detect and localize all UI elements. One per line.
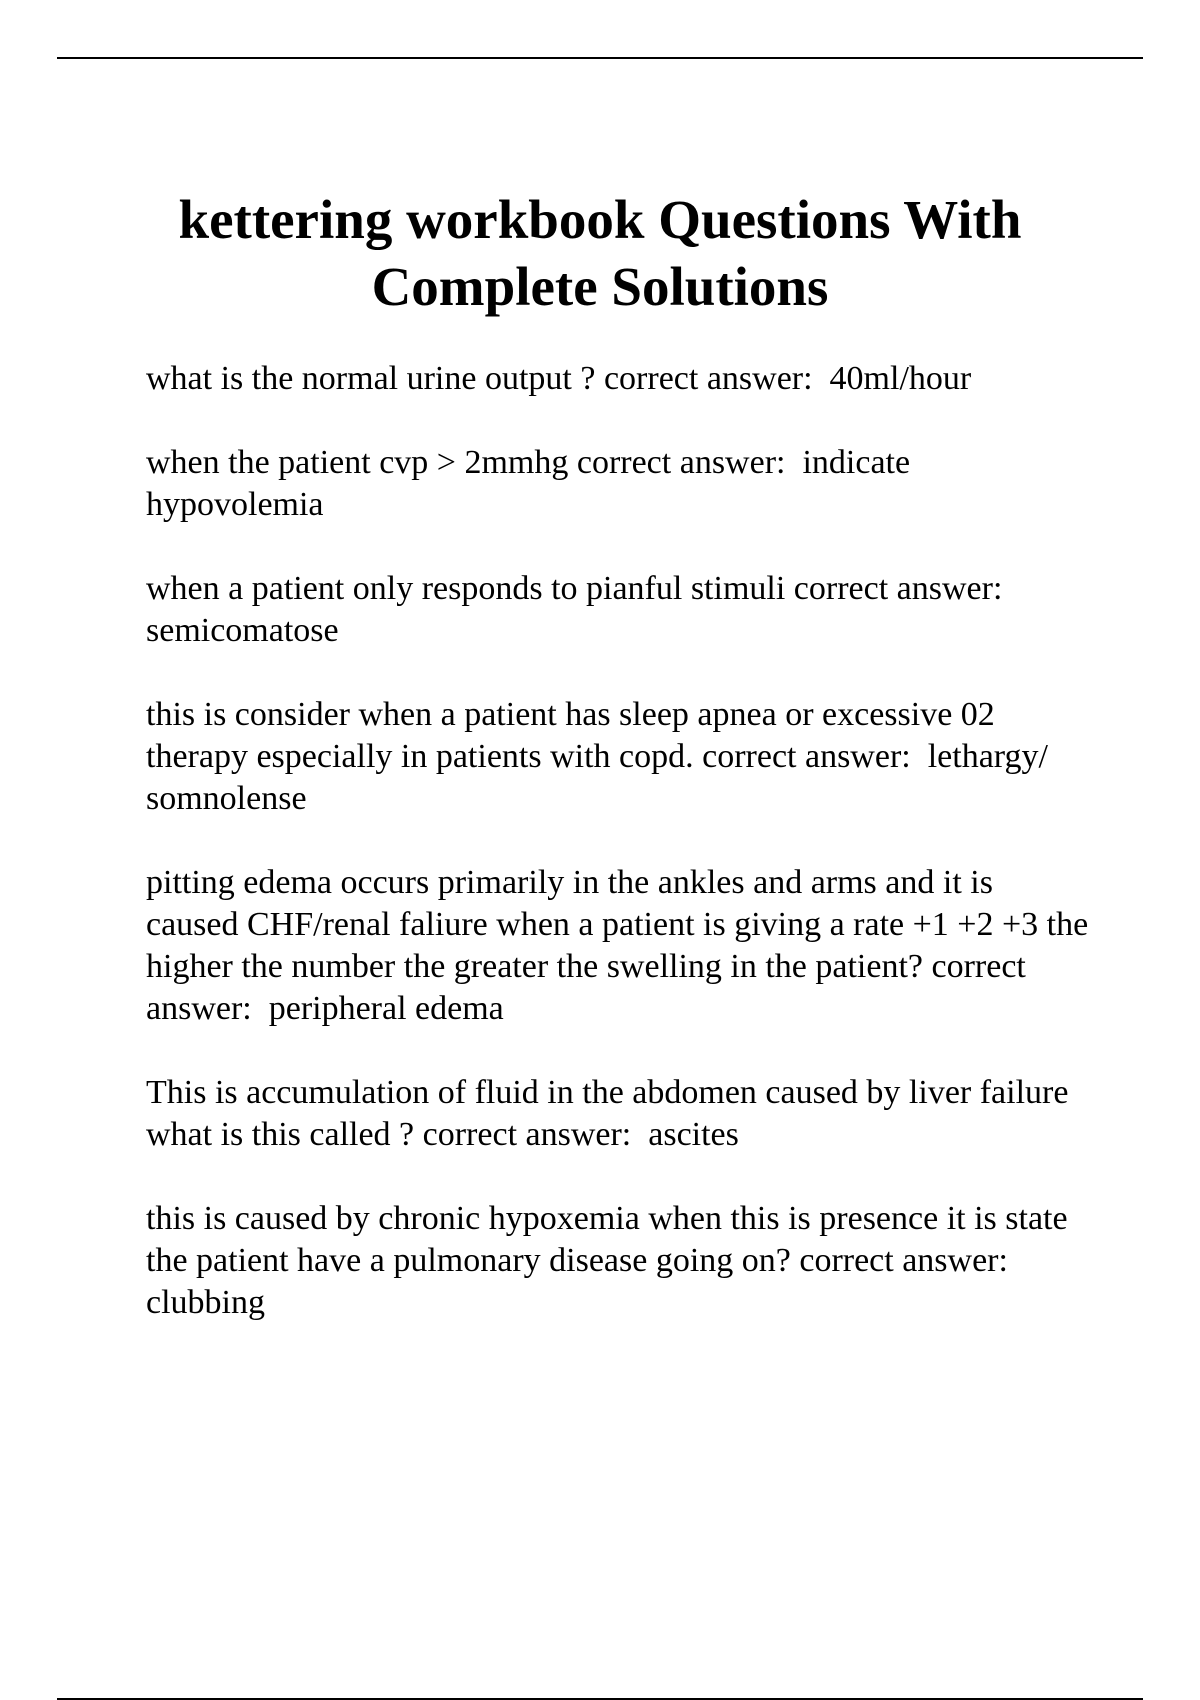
top-rule bbox=[57, 57, 1143, 59]
qa-item: this is consider when a patient has sleep apnea or excessive 02 therapy especially in patients with copd. correct answer: lethargy/ somnolense bbox=[146, 696, 1057, 817]
qa-item: This is accumulation of fluid in the abdomen caused by liver failure what is this called ? correct answer: ascites bbox=[146, 1074, 1077, 1153]
qa-item: pitting edema occurs primarily in the ankles and arms and it is caused CHF/renal faliure when a patient is giving a rate +1 +2 +3 the higher the number the greater the swelling in the patient? correct answer: peripheral edema bbox=[146, 864, 1097, 1027]
qa-item: when the patient cvp > 2mmhg correct answer: indicate hypovolemia bbox=[146, 444, 919, 523]
qa-item: what is the normal urine output ? correct answer: 40ml/hour bbox=[146, 360, 972, 397]
title-line-2: Complete Solutions bbox=[371, 256, 829, 317]
qa-item: this is caused by chronic hypoxemia when this is presence it is state the patient have a pulmonary disease going on? correct answer: clubbing bbox=[146, 1200, 1077, 1321]
document-title bbox=[120, 186, 1080, 320]
title-line-1: kettering workbook Questions With bbox=[178, 189, 1022, 250]
qa-list bbox=[146, 358, 1097, 1366]
qa-item: when a patient only responds to pianful stimuli correct answer: semicomatose bbox=[146, 570, 1011, 649]
